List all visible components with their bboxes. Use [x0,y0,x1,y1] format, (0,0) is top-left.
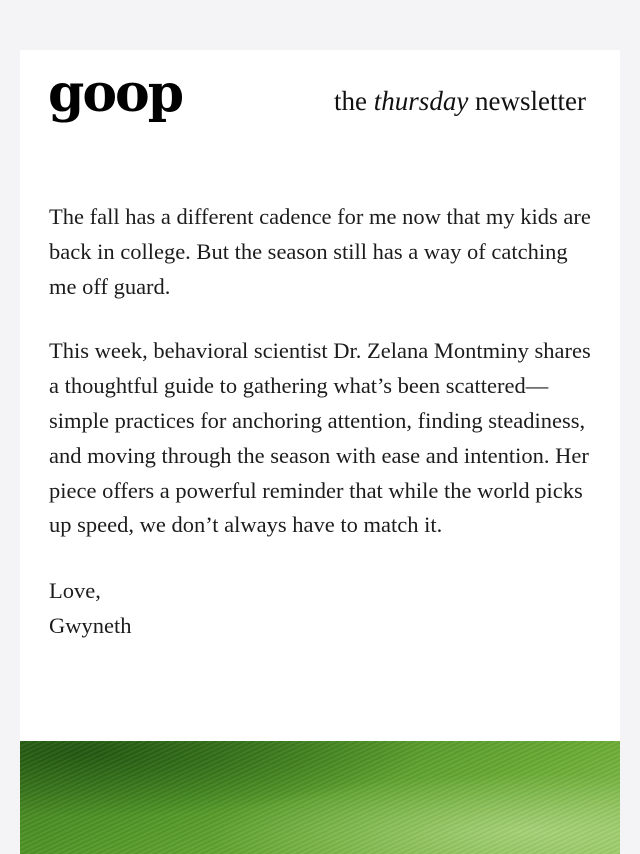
signature: Gwyneth [49,613,132,639]
goop-logo[interactable]: goop [48,63,183,124]
hero-image-green-leaf[interactable] [20,741,620,854]
signoff [49,573,594,643]
letter-paragraph: The fall has a different cadence for me now that my kids are back in college. But the season still has a way of catching me off guard. [49,204,591,299]
letter-paragraph: This week, behavioral scientist Dr. Zelana Montminy shares a thoughtful guide to gathering what’s been scattered—simple practices for anchoring attention, finding steadiness, and moving through the season with ease and intention. Her piece offers a powerful reminder that while the world picks up speed, we don’t always have to match it. [49,338,591,538]
newsletter-card [20,50,620,854]
closing: Love, [49,578,101,604]
newsletter-header [20,50,620,170]
tagline-emphasis: thursday [373,86,469,116]
newsletter-tagline [334,88,586,115]
tagline-suffix: newsletter [475,86,586,116]
tagline-prefix: the [334,86,368,116]
letter-body [49,200,594,643]
